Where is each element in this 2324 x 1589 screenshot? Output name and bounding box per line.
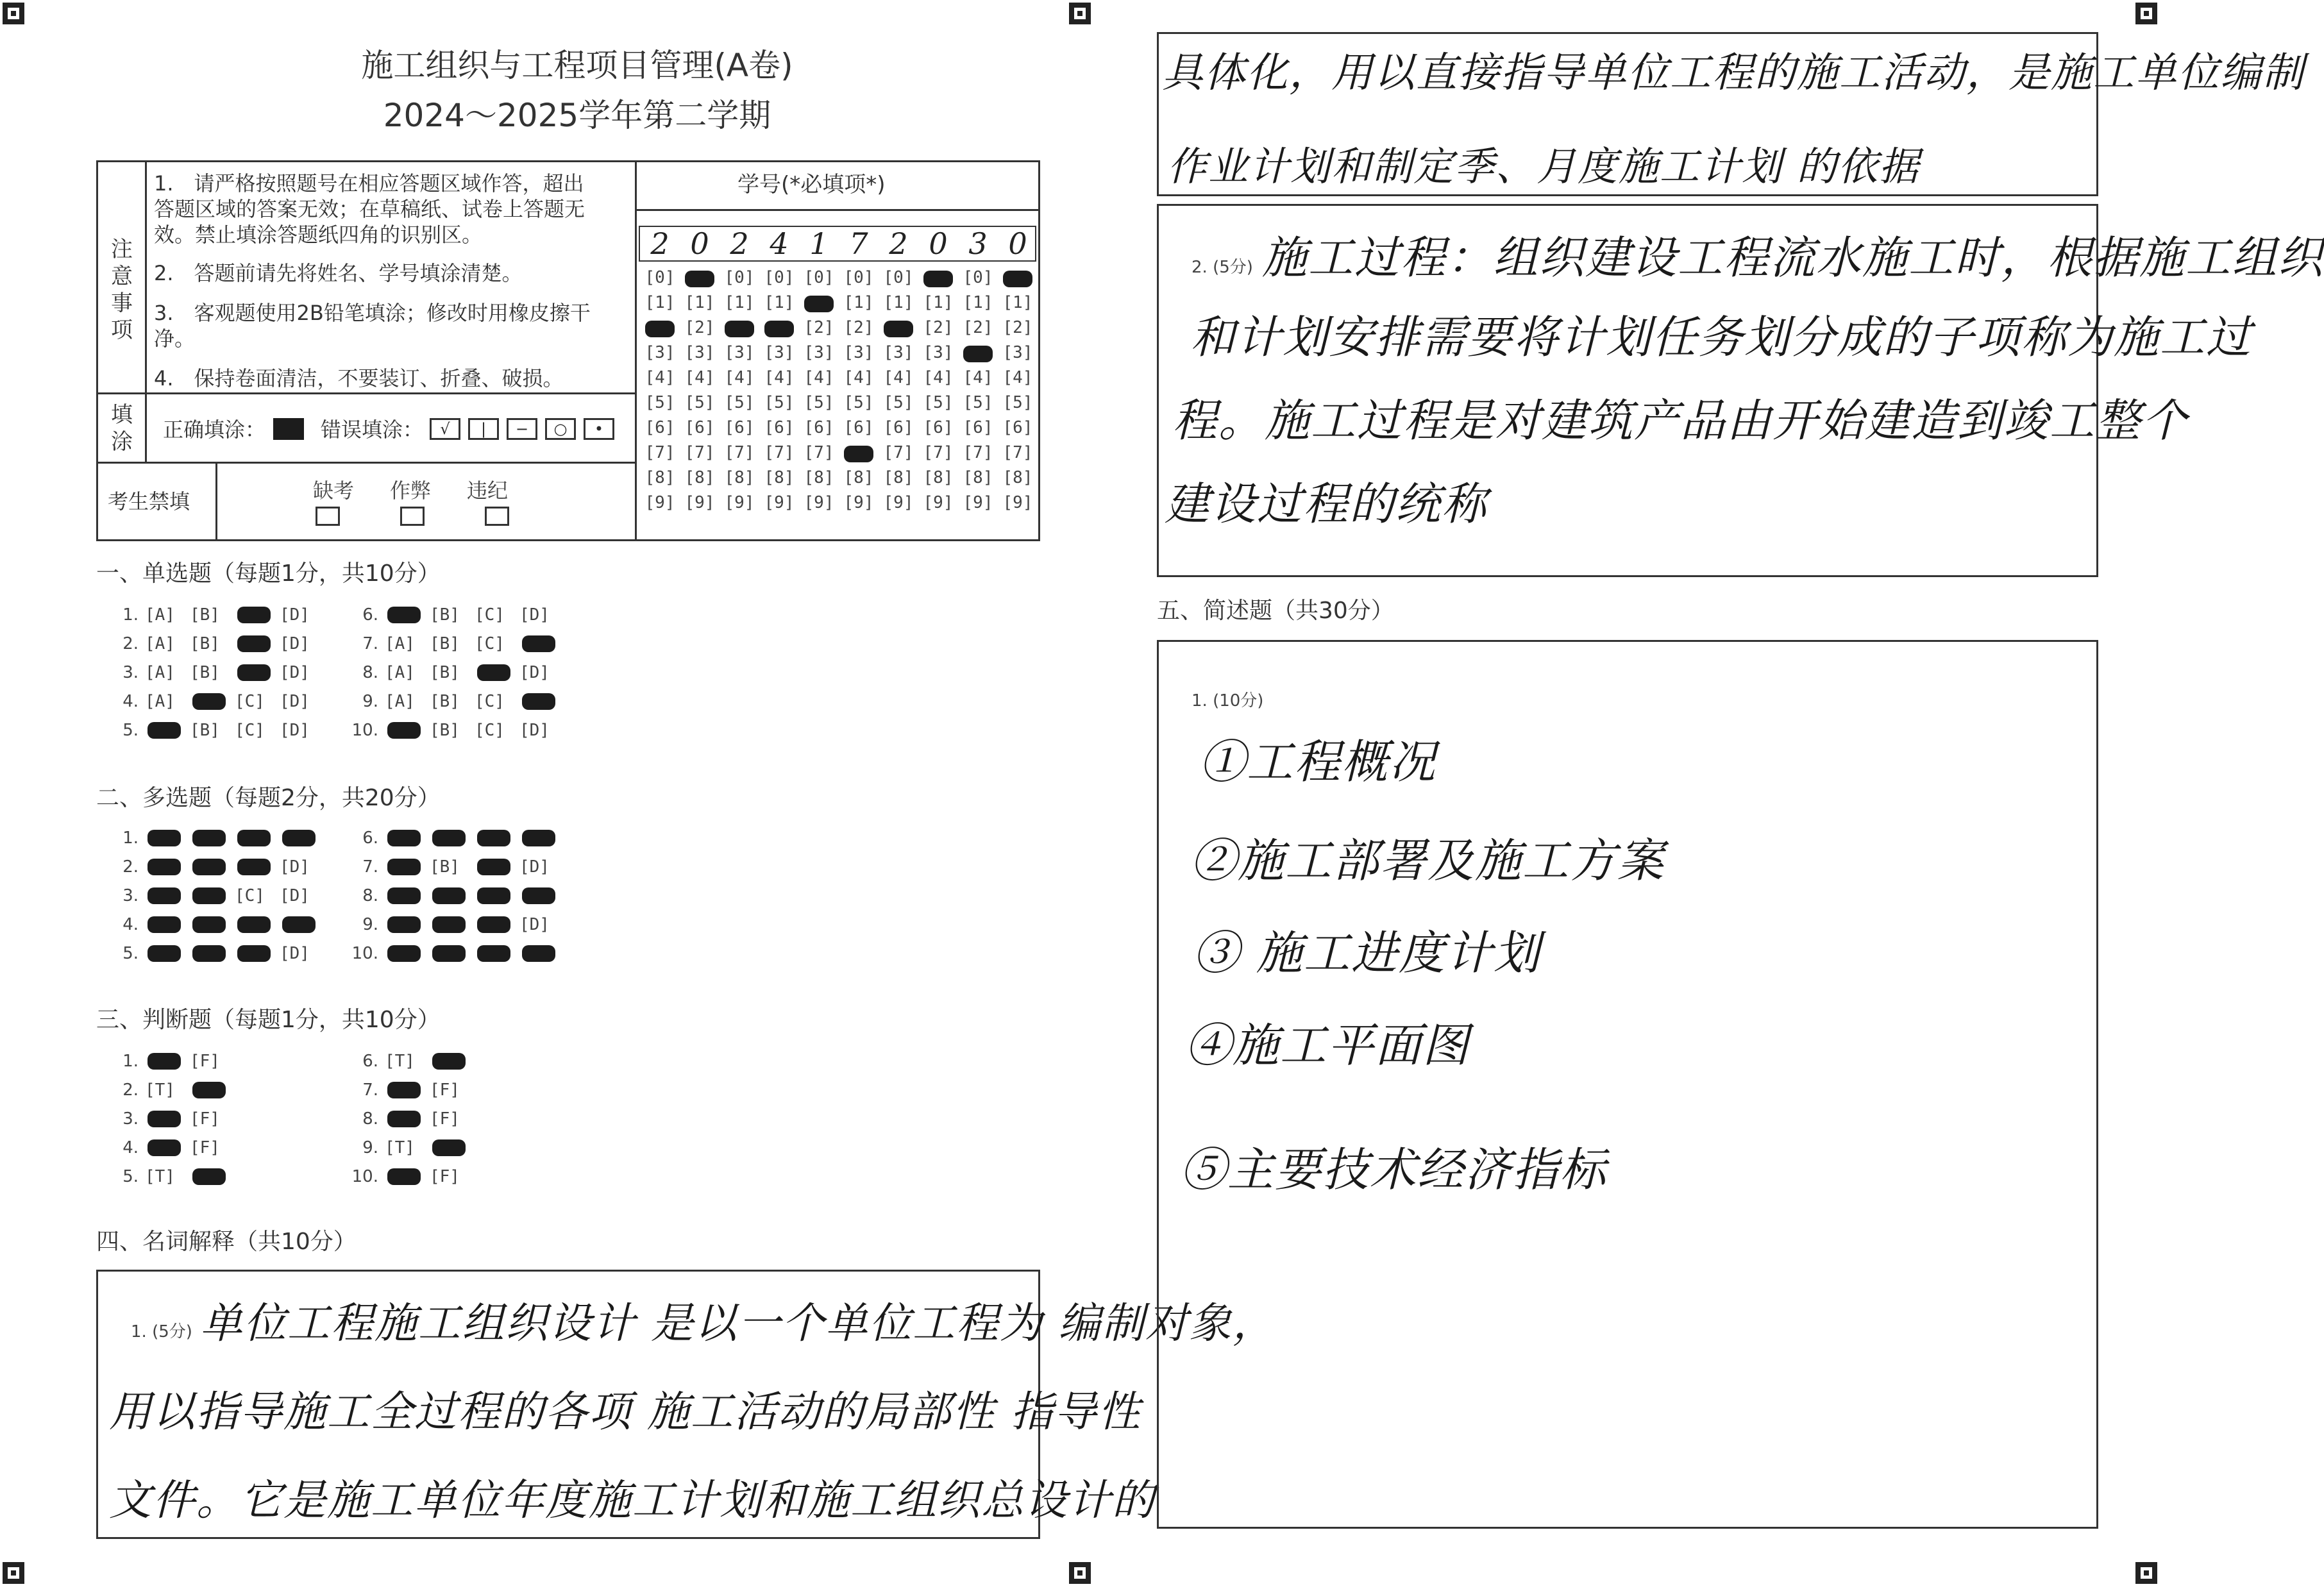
- filled-bubble[interactable]: [387, 859, 421, 875]
- student-id-option[interactable]: [3]: [843, 343, 874, 362]
- student-id-option[interactable]: [8]: [724, 468, 755, 487]
- answer-option[interactable]: [D]: [519, 663, 550, 682]
- fill-label-2: 涂: [111, 429, 133, 455]
- answer-option[interactable]: [B]: [190, 634, 220, 653]
- student-id-option[interactable]: [9]: [883, 493, 914, 512]
- question-number: 4.: [122, 1138, 139, 1157]
- filled-bubble[interactable]: [147, 1139, 181, 1156]
- filled-bubble[interactable]: [387, 830, 421, 846]
- filled-bubble[interactable]: [147, 830, 181, 846]
- filled-bubble[interactable]: [147, 859, 181, 875]
- question-number: 10.: [351, 944, 378, 963]
- student-id-filled-bubble[interactable]: [884, 321, 913, 337]
- filled-bubble[interactable]: [522, 635, 555, 652]
- question-number: 1.: [122, 1052, 139, 1071]
- student-id-option[interactable]: [7]: [804, 443, 834, 462]
- student-id-option[interactable]: [1]: [843, 293, 874, 312]
- divider-v-forbidden: [215, 463, 217, 540]
- student-id-handwritten-digit: 4: [770, 226, 789, 261]
- student-id-option[interactable]: [4]: [1002, 368, 1033, 387]
- student-id-option[interactable]: [9]: [684, 493, 715, 512]
- question-number: 10.: [351, 721, 378, 740]
- answer-option[interactable]: [D]: [280, 634, 310, 653]
- student-id-handwritten-digit: 2: [889, 226, 908, 261]
- filled-bubble[interactable]: [522, 830, 555, 846]
- filled-bubble[interactable]: [432, 1139, 466, 1156]
- filled-bubble[interactable]: [237, 830, 271, 846]
- answer-option[interactable]: [C]: [235, 721, 265, 740]
- student-id-option[interactable]: [8]: [923, 468, 954, 487]
- student-id-option[interactable]: [4]: [883, 368, 914, 387]
- student-id-option[interactable]: [1]: [883, 293, 914, 312]
- student-id-option[interactable]: [6]: [684, 418, 715, 437]
- filled-bubble[interactable]: [192, 887, 226, 904]
- filled-bubble[interactable]: [477, 945, 510, 962]
- definition-q2-line-4: 建设过程的统称: [1165, 478, 1488, 530]
- student-id-option[interactable]: [5]: [883, 393, 914, 412]
- student-id-option[interactable]: [9]: [764, 493, 795, 512]
- student-id-option[interactable]: [3]: [804, 343, 834, 362]
- student-id-option[interactable]: [7]: [1002, 443, 1033, 462]
- student-id-option[interactable]: [6]: [724, 418, 755, 437]
- filled-bubble[interactable]: [147, 1111, 181, 1127]
- answer-option[interactable]: [T]: [145, 1167, 175, 1186]
- answer-option[interactable]: [C]: [235, 886, 265, 905]
- answer-option[interactable]: [B]: [190, 663, 220, 682]
- student-id-option[interactable]: [0]: [764, 268, 795, 287]
- wrong-sample-bar: |: [468, 418, 499, 440]
- student-id-option[interactable]: [5]: [843, 393, 874, 412]
- student-id-option[interactable]: [4]: [764, 368, 795, 387]
- answer-option[interactable]: [F]: [190, 1138, 220, 1157]
- student-id-option[interactable]: [7]: [764, 443, 795, 462]
- question-number: 4.: [122, 692, 139, 711]
- question-number: 1.: [122, 605, 139, 625]
- student-id-option[interactable]: [6]: [963, 418, 993, 437]
- filled-bubble[interactable]: [522, 945, 555, 962]
- wrong-sample-dot: •: [584, 418, 614, 440]
- question-number: 7.: [362, 857, 378, 877]
- divider-v-fill: [145, 394, 147, 462]
- corner-marker-top-right: [2135, 3, 2157, 24]
- filled-bubble[interactable]: [192, 945, 226, 962]
- question-number: 7.: [362, 1080, 378, 1100]
- student-id-option[interactable]: [5]: [963, 393, 993, 412]
- question-number: 1.: [122, 828, 139, 848]
- wrong-sample-check: √: [430, 418, 460, 440]
- answer-option[interactable]: [D]: [280, 721, 310, 740]
- answer-option[interactable]: [D]: [519, 605, 550, 625]
- answer-option[interactable]: [D]: [519, 721, 550, 740]
- answer-option[interactable]: [D]: [519, 915, 550, 934]
- student-id-option[interactable]: [2]: [804, 318, 834, 337]
- student-id-handwritten-digit: 0: [929, 226, 948, 261]
- student-id-option[interactable]: [7]: [883, 443, 914, 462]
- short-answer-item-4: ④施工平面图: [1185, 1018, 1470, 1072]
- wrong-sample-dash: −: [507, 418, 537, 440]
- forbidden-absent-label: 缺考: [313, 478, 355, 503]
- filled-bubble[interactable]: [432, 887, 466, 904]
- forbidden-cheat-checkbox[interactable]: [400, 507, 425, 526]
- student-id-option[interactable]: [8]: [1002, 468, 1033, 487]
- answer-option[interactable]: [C]: [475, 692, 505, 711]
- answer-option[interactable]: [F]: [430, 1080, 460, 1100]
- answer-option[interactable]: [B]: [190, 721, 220, 740]
- student-id-option[interactable]: [8]: [883, 468, 914, 487]
- student-id-option[interactable]: [7]: [923, 443, 954, 462]
- answer-option[interactable]: [D]: [280, 944, 310, 963]
- student-id-option[interactable]: [4]: [923, 368, 954, 387]
- student-id-option[interactable]: [3]: [883, 343, 914, 362]
- filled-bubble[interactable]: [387, 1082, 421, 1098]
- question-number: 3.: [122, 1109, 139, 1129]
- short-answer-item-5: ⑤主要技术经济指标: [1180, 1143, 1608, 1197]
- student-id-option[interactable]: [4]: [684, 368, 715, 387]
- student-id-handwritten-digit: 0: [1008, 226, 1027, 261]
- student-id-option[interactable]: [4]: [724, 368, 755, 387]
- student-id-label: 学号(*必填项*): [737, 172, 886, 198]
- student-id-divider: [636, 209, 1039, 211]
- divider-v-notice: [145, 162, 147, 392]
- notice-item-3: 3. 客观题使用2B铅笔填涂；修改时用橡皮擦干净。: [154, 301, 591, 351]
- student-id-option[interactable]: [5]: [923, 393, 954, 412]
- student-id-option[interactable]: [6]: [883, 418, 914, 437]
- student-id-option[interactable]: [8]: [843, 468, 874, 487]
- answer-option[interactable]: [A]: [385, 692, 415, 711]
- student-id-option[interactable]: [4]: [804, 368, 834, 387]
- question-number: 8.: [362, 663, 378, 682]
- student-id-option[interactable]: [6]: [764, 418, 795, 437]
- filled-bubble[interactable]: [237, 607, 271, 623]
- short-answer-item-1: ①工程概况: [1199, 735, 1437, 789]
- multi-choice-title: 二、多选题（每题2分，共20分）: [96, 785, 441, 811]
- student-id-filled-bubble[interactable]: [764, 321, 794, 337]
- student-id-filled-bubble[interactable]: [804, 296, 834, 312]
- forbidden-violation-checkbox[interactable]: [485, 507, 509, 526]
- student-id-option[interactable]: [2]: [843, 318, 874, 337]
- filled-bubble[interactable]: [237, 635, 271, 652]
- student-id-option[interactable]: [5]: [724, 393, 755, 412]
- short-answer-q1-label: 1. (10分): [1191, 691, 1264, 710]
- student-id-option[interactable]: [6]: [843, 418, 874, 437]
- student-id-option[interactable]: [7]: [684, 443, 715, 462]
- question-number: 6.: [362, 828, 378, 848]
- student-id-option[interactable]: [8]: [644, 468, 675, 487]
- student-id-option[interactable]: [6]: [1002, 418, 1033, 437]
- notice-item-2: 2. 答题前请先将姓名、学号填涂清楚。: [154, 261, 523, 285]
- answer-option[interactable]: [C]: [235, 692, 265, 711]
- student-id-option[interactable]: [0]: [883, 268, 914, 287]
- answer-option[interactable]: [D]: [280, 692, 310, 711]
- student-id-option[interactable]: [3]: [764, 343, 795, 362]
- definition-q1-line-3: 文件。它是施工单位年度施工计划和施工组织总设计的: [109, 1476, 1156, 1525]
- answer-option[interactable]: [A]: [145, 634, 175, 653]
- student-id-option[interactable]: [0]: [644, 268, 675, 287]
- student-id-option[interactable]: [4]: [963, 368, 993, 387]
- divider-h-fill: [97, 392, 635, 394]
- student-id-option[interactable]: [3]: [684, 343, 715, 362]
- exam-term: 2024～2025学年第二学期: [383, 97, 771, 134]
- answer-option[interactable]: [A]: [385, 663, 415, 682]
- filled-bubble[interactable]: [387, 945, 421, 962]
- filled-bubble[interactable]: [477, 664, 510, 681]
- filled-bubble[interactable]: [477, 887, 510, 904]
- divider-v-id: [635, 162, 637, 540]
- student-id-option[interactable]: [5]: [804, 393, 834, 412]
- filled-bubble[interactable]: [282, 916, 316, 933]
- student-id-option[interactable]: [1]: [963, 293, 993, 312]
- student-id-option[interactable]: [9]: [724, 493, 755, 512]
- filled-bubble[interactable]: [237, 664, 271, 681]
- answer-option[interactable]: [A]: [385, 634, 415, 653]
- student-id-option[interactable]: [5]: [1002, 393, 1033, 412]
- student-id-option[interactable]: [0]: [804, 268, 834, 287]
- student-id-option[interactable]: [5]: [644, 393, 675, 412]
- answer-option[interactable]: [C]: [475, 634, 505, 653]
- student-id-option[interactable]: [1]: [923, 293, 954, 312]
- student-id-option[interactable]: [4]: [843, 368, 874, 387]
- question-number: 6.: [362, 1052, 378, 1071]
- filled-bubble[interactable]: [192, 830, 226, 846]
- student-id-option[interactable]: [1]: [644, 293, 675, 312]
- answer-option[interactable]: [A]: [145, 663, 175, 682]
- student-id-option[interactable]: [9]: [843, 493, 874, 512]
- notice-item-1: 1. 请严格按照题号在相应答题区域作答，超出答题区域的答案无效；在草稿纸、试卷上答题无效。禁止填涂答题纸四角的识别区。: [154, 171, 585, 247]
- filled-bubble[interactable]: [387, 916, 421, 933]
- single-choice-title: 一、单选题（每题1分，共10分）: [96, 560, 441, 587]
- notice-item-4: 4. 保持卷面清洁，不要装订、折叠、破损。: [154, 366, 564, 391]
- question-number: 5.: [122, 944, 139, 963]
- answer-option[interactable]: [B]: [430, 857, 460, 877]
- filled-bubble[interactable]: [432, 945, 466, 962]
- answer-option[interactable]: [F]: [430, 1167, 460, 1186]
- student-id-option[interactable]: [6]: [804, 418, 834, 437]
- student-id-option[interactable]: [2]: [963, 318, 993, 337]
- student-id-option[interactable]: [5]: [684, 393, 715, 412]
- student-id-option[interactable]: [8]: [764, 468, 795, 487]
- answer-option[interactable]: [A]: [145, 692, 175, 711]
- student-id-option[interactable]: [4]: [644, 368, 675, 387]
- fill-wrong-label: 错误填涂：: [321, 417, 424, 442]
- filled-bubble[interactable]: [237, 945, 271, 962]
- student-id-option[interactable]: [3]: [644, 343, 675, 362]
- question-number: 8.: [362, 886, 378, 905]
- student-id-option[interactable]: [3]: [1002, 343, 1033, 362]
- student-id-filled-bubble[interactable]: [725, 321, 754, 337]
- student-id-handwritten-digit: 2: [730, 226, 749, 261]
- student-id-option[interactable]: [0]: [963, 268, 993, 287]
- student-id-filled-bubble[interactable]: [923, 271, 953, 287]
- student-id-handwritten-digit: 7: [849, 226, 868, 261]
- correct-fill-sample: [273, 418, 304, 440]
- forbidden-violation-label: 违纪: [467, 478, 509, 503]
- definition-q2-line-3: 程。施工过程是对建筑产品由开始建造到竣工整个: [1172, 394, 2188, 447]
- definitions-title: 四、名词解释（共10分）: [96, 1229, 357, 1255]
- question-number: 9.: [362, 915, 378, 934]
- answer-option[interactable]: [D]: [519, 857, 550, 877]
- answer-option[interactable]: [B]: [430, 663, 460, 682]
- filled-bubble[interactable]: [387, 722, 421, 739]
- filled-bubble[interactable]: [477, 859, 510, 875]
- corner-marker-top-left: [3, 3, 24, 24]
- answer-option[interactable]: [T]: [145, 1080, 175, 1100]
- definition-q2-label: 2. (5分): [1191, 258, 1253, 277]
- answer-option[interactable]: [F]: [190, 1109, 220, 1129]
- question-number: 3.: [122, 886, 139, 905]
- corner-marker-top-middle: [1069, 3, 1091, 24]
- filled-bubble[interactable]: [522, 887, 555, 904]
- student-id-option[interactable]: [0]: [724, 268, 755, 287]
- answer-option[interactable]: [F]: [430, 1109, 460, 1129]
- student-id-option[interactable]: [9]: [804, 493, 834, 512]
- corner-marker-bottom-middle: [1069, 1562, 1091, 1584]
- filled-bubble[interactable]: [192, 859, 226, 875]
- student-id-handwritten-digit: 3: [968, 226, 988, 261]
- filled-bubble[interactable]: [237, 859, 271, 875]
- answer-option[interactable]: [D]: [280, 663, 310, 682]
- answer-option[interactable]: [B]: [190, 605, 220, 625]
- student-id-handwritten-digit: 0: [690, 226, 709, 261]
- filled-bubble[interactable]: [477, 830, 510, 846]
- filled-bubble[interactable]: [237, 916, 271, 933]
- definition-q1-line-1: 单位工程施工组织设计 是以一个单位工程为 编制对象，: [200, 1299, 1276, 1348]
- divider-h-forbidden: [97, 462, 635, 464]
- wrong-sample-circle: ○: [545, 418, 576, 440]
- filled-bubble[interactable]: [432, 830, 466, 846]
- definition-q2-line-2: 和计划安排需要将计划任务划分成的子项称为施工过: [1190, 311, 2252, 364]
- filled-bubble[interactable]: [147, 916, 181, 933]
- answer-option[interactable]: [B]: [430, 692, 460, 711]
- student-id-option[interactable]: [6]: [923, 418, 954, 437]
- filled-bubble[interactable]: [192, 1168, 226, 1185]
- answer-option[interactable]: [T]: [385, 1138, 415, 1157]
- filled-bubble[interactable]: [147, 945, 181, 962]
- question-number: 2.: [122, 857, 139, 877]
- answer-option[interactable]: [C]: [475, 605, 505, 625]
- answer-option[interactable]: [B]: [430, 721, 460, 740]
- student-id-handwritten-digit: 2: [650, 226, 669, 261]
- forbidden-label: 考生禁填: [108, 489, 190, 514]
- true-false-title: 三、判断题（每题1分，共10分）: [96, 1007, 441, 1033]
- answer-option[interactable]: [D]: [280, 857, 310, 877]
- short-answer-item-3: ③ 施工进度计划: [1193, 926, 1541, 980]
- student-id-filled-bubble[interactable]: [645, 321, 675, 337]
- fill-label-1: 填: [111, 402, 133, 428]
- student-id-option[interactable]: [8]: [684, 468, 715, 487]
- filled-bubble[interactable]: [432, 916, 466, 933]
- student-id-option[interactable]: [3]: [923, 343, 954, 362]
- student-id-option[interactable]: [3]: [724, 343, 755, 362]
- forbidden-cheat-label: 作弊: [390, 478, 432, 503]
- question-number: 6.: [362, 605, 378, 625]
- question-number: 9.: [362, 692, 378, 711]
- definition-q1-cont-line-2: 作业计划和制定季、月度施工计划 的依据: [1167, 143, 1920, 190]
- answer-option[interactable]: [D]: [280, 886, 310, 905]
- filled-bubble[interactable]: [147, 1053, 181, 1070]
- question-number: 9.: [362, 1138, 378, 1157]
- answer-option[interactable]: [B]: [430, 634, 460, 653]
- student-id-option[interactable]: [9]: [923, 493, 954, 512]
- filled-bubble[interactable]: [147, 887, 181, 904]
- forbidden-absent-checkbox[interactable]: [316, 507, 340, 526]
- question-number: 3.: [122, 663, 139, 682]
- filled-bubble[interactable]: [477, 916, 510, 933]
- exam-title: 施工组织与工程项目管理(A卷): [361, 47, 793, 84]
- student-id-option[interactable]: [2]: [923, 318, 954, 337]
- question-number: 5.: [122, 721, 139, 740]
- student-id-filled-bubble[interactable]: [844, 446, 873, 462]
- answer-option[interactable]: [B]: [430, 605, 460, 625]
- answer-option[interactable]: [A]: [145, 605, 175, 625]
- question-number: 10.: [351, 1167, 378, 1186]
- student-id-option[interactable]: [8]: [963, 468, 993, 487]
- filled-bubble[interactable]: [387, 1168, 421, 1185]
- question-number: 2.: [122, 634, 139, 653]
- student-id-option[interactable]: [9]: [644, 493, 675, 512]
- student-id-option[interactable]: [0]: [843, 268, 874, 287]
- student-id-handwritten-digit: 1: [809, 226, 829, 261]
- student-id-option[interactable]: [9]: [963, 493, 993, 512]
- answer-option[interactable]: [C]: [475, 721, 505, 740]
- filled-bubble[interactable]: [147, 722, 181, 739]
- fill-correct-label: 正确填涂：: [163, 417, 266, 442]
- student-id-option[interactable]: [9]: [1002, 493, 1033, 512]
- student-id-option[interactable]: [1]: [684, 293, 715, 312]
- definition-q1-line-2: 用以指导施工全过程的各项 施工活动的局部性 指导性: [109, 1387, 1141, 1436]
- corner-marker-bottom-right: [2135, 1562, 2157, 1584]
- student-id-option[interactable]: [5]: [764, 393, 795, 412]
- short-answer-item-2: ②施工部署及施工方案: [1190, 834, 1665, 887]
- filled-bubble[interactable]: [192, 916, 226, 933]
- answer-option[interactable]: [D]: [280, 605, 310, 625]
- filled-bubble[interactable]: [282, 830, 316, 846]
- question-number: 2.: [122, 1080, 139, 1100]
- answer-option[interactable]: [F]: [190, 1052, 220, 1071]
- filled-bubble[interactable]: [192, 693, 226, 710]
- definition-q1-label: 1. (5分): [131, 1322, 192, 1341]
- student-id-option[interactable]: [8]: [804, 468, 834, 487]
- student-id-option[interactable]: [6]: [644, 418, 675, 437]
- question-number: 4.: [122, 915, 139, 934]
- student-id-option[interactable]: [7]: [644, 443, 675, 462]
- student-id-option[interactable]: [7]: [724, 443, 755, 462]
- filled-bubble[interactable]: [522, 693, 555, 710]
- student-id-option[interactable]: [2]: [1002, 318, 1033, 337]
- student-id-filled-bubble[interactable]: [1003, 271, 1032, 287]
- student-id-filled-bubble[interactable]: [963, 346, 993, 362]
- student-id-option[interactable]: [2]: [684, 318, 715, 337]
- filled-bubble[interactable]: [387, 1111, 421, 1127]
- student-id-filled-bubble[interactable]: [685, 271, 714, 287]
- filled-bubble[interactable]: [192, 1082, 226, 1098]
- student-id-option[interactable]: [1]: [764, 293, 795, 312]
- definition-q2-line-1: 施工过程：组织建设工程流水施工时，根据施工组织: [1262, 231, 2324, 284]
- question-number: 7.: [362, 634, 378, 653]
- question-number: 8.: [362, 1109, 378, 1129]
- filled-bubble[interactable]: [387, 607, 421, 623]
- corner-marker-bottom-left: [3, 1562, 24, 1584]
- student-id-option[interactable]: [7]: [963, 443, 993, 462]
- student-id-option[interactable]: [1]: [724, 293, 755, 312]
- short-answer-title: 五、简述题（共30分）: [1157, 598, 1394, 624]
- definition-q1-cont-line-1: 具体化，用以直接指导单位工程的施工活动，是施工单位编制: [1162, 49, 2305, 97]
- filled-bubble[interactable]: [387, 887, 421, 904]
- question-number: 5.: [122, 1167, 139, 1186]
- student-id-option[interactable]: [1]: [1002, 293, 1033, 312]
- filled-bubble[interactable]: [432, 1053, 466, 1070]
- answer-option[interactable]: [T]: [385, 1052, 415, 1071]
